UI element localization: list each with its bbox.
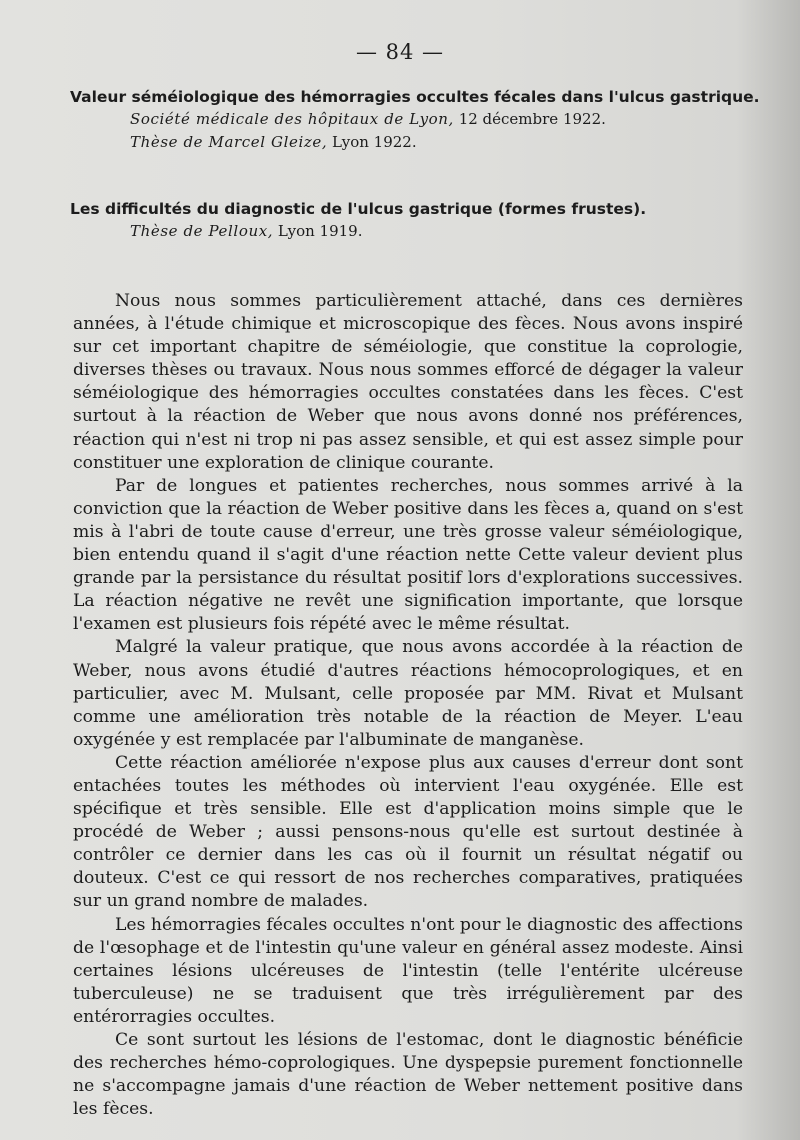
reference-source	[130, 131, 710, 154]
paragraph: Nous nous sommes particulièrement attaché, dans ces dernières années, à l'étude chimique et microscopique des fèces. Nous avons inspiré sur cet important chapitre de séméiologie, que constitue la coprologie, diverses thèses ou travaux. Nous nous sommes efforcé de dégager la valeur séméiologique des hémorragies occultes constatées dans les fèces. C'est surtout à la réaction de Weber que nous avons donné nos préférences, réaction qui n'est ni trop ni pas assez sensible, et qui est assez simple pour constituer une exploration de clinique courante.	[73, 291, 743, 473]
reference-source	[130, 220, 710, 243]
reference-entry	[70, 198, 710, 243]
reference-source-plain: 12 décembre 1922.	[453, 110, 606, 128]
paragraph: Les hémorragies fécales occultes n'ont pour le diagnostic des affections de l'œsophage et de l'intestin qu'une valeur en général assez modeste. Ainsi certaines lésions ulcéreuses de l'intestin (telle l'entérite ulcéreuse tuberculeuse) ne se traduisent que très irrégulièrement par des entérorragies occultes.	[73, 914, 743, 1027]
reference-source-italic: Société médicale des hôpitaux de Lyon,	[130, 110, 454, 128]
reference-source-italic: Thèse de Pelloux,	[130, 222, 274, 240]
reference-source	[130, 108, 710, 131]
page-number: — 84 —	[355, 40, 445, 64]
reference-source-plain: Lyon 1919.	[273, 222, 363, 240]
reference-source-italic: Thèse de Marcel Gleize,	[130, 133, 328, 151]
reference-source-plain: Lyon 1922.	[327, 133, 417, 151]
paragraph: Malgré la valeur pratique, que nous avons accordée à la réaction de Weber, nous avons étudié d'autres réactions hémocoprologiques, et en particulier, avec M. Mulsant, celle proposée par MM. Rivat et Mulsant comme une amélioration très notable de la réaction de Meyer. L'eau oxygénée y est remplacée par l'albuminate de manganèse.	[73, 637, 743, 750]
reference-title: Les difficultés du diagnostic de l'ulcus gastrique (formes frustes).	[70, 200, 647, 218]
reference-entry	[70, 86, 760, 154]
paragraph: Ce sont surtout les lésions de l'estomac, dont le diagnostic bénéficie des recherches hémo-coprologiques. Une dyspepsie purement fonctionnelle ne s'accompagne jamais d'une réaction de Weber nettement positive dans les fèces.	[73, 1030, 743, 1120]
reference-title: Valeur séméiologique des hémorragies occultes fécales dans l'ulcus gastrique.	[70, 88, 760, 106]
paragraph: Cette réaction améliorée n'expose plus aux causes d'erreur dont sont entachées toutes les méthodes où intervient l'eau oxygénée. Elle est spécifique et très sensible. Elle est d'application moins simple que le procédé de Weber ; aussi pensons-nous qu'elle est surtout destinée à contrôler ce dernier dans les cas où il fournit un résultat négatif ou douteux. C'est ce qui ressort de nos recherches comparatives, pratiquées sur un grand nombre de malades.	[73, 752, 743, 912]
body-text	[73, 290, 743, 1121]
paragraph: Par de longues et patientes recherches, nous sommes arrivé à la conviction que la réaction de Weber positive dans les fèces a, quand on s'est mis à l'abri de toute cause d'erreur, une très grosse valeur séméiologique, bien entendu quand il s'agit d'une réaction nette Cette valeur devient plus grande par la persistance du résultat positif lors d'explorations successives. La réaction négative ne revêt une signification importante, que lorsque l'examen est plusieurs fois répété avec le même résultat.	[73, 475, 743, 635]
